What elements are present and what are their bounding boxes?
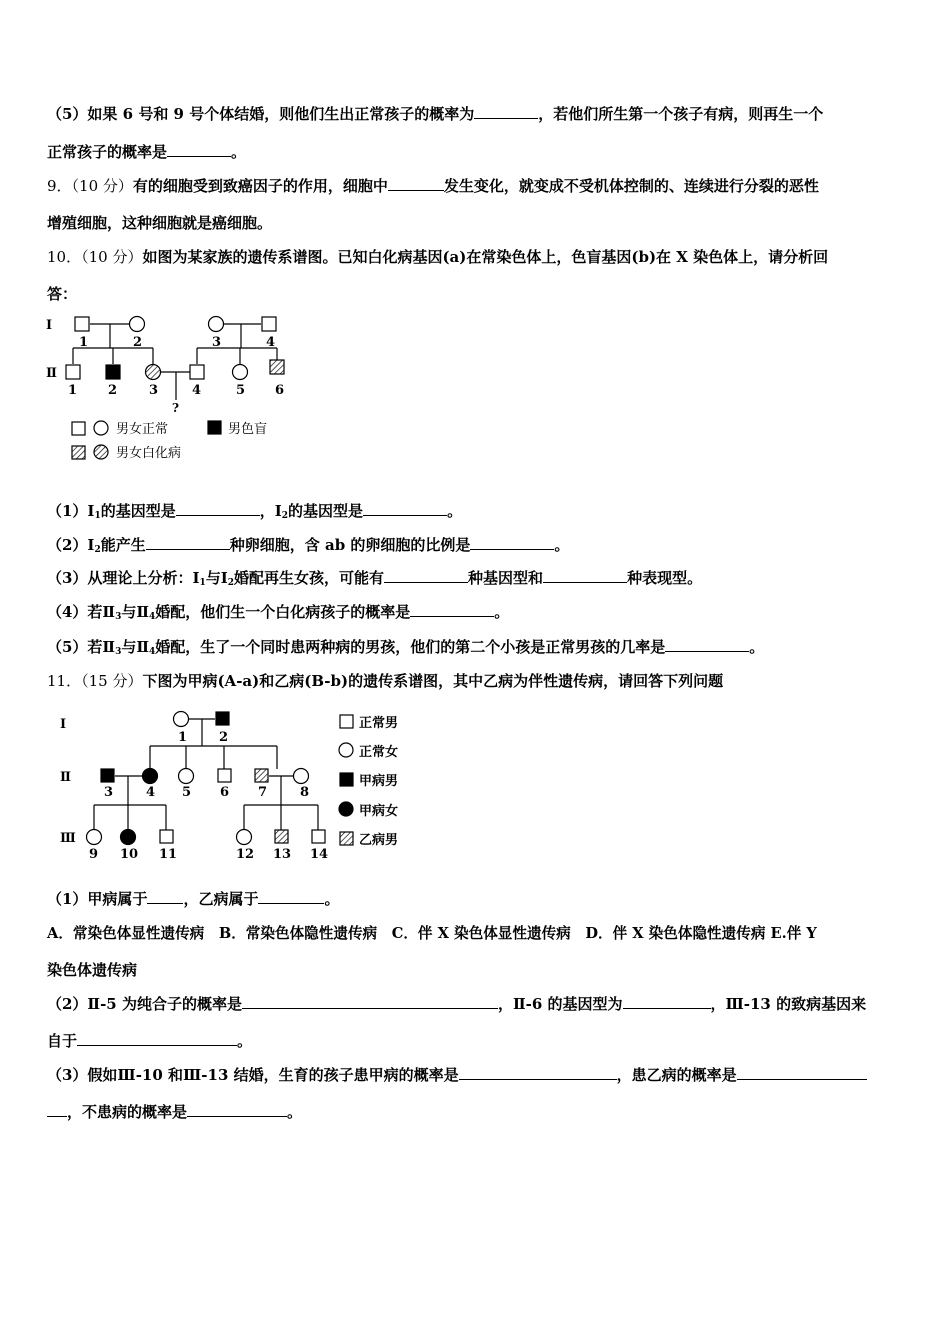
- individual-number: 6: [275, 383, 285, 398]
- individual-III10: [121, 830, 136, 845]
- generation-label: Ⅰ: [60, 717, 67, 732]
- individual-number: 12: [236, 847, 255, 862]
- individual-number: 1: [79, 335, 89, 350]
- answer-blank[interactable]: [187, 1104, 287, 1117]
- unknown-child-label: ?: [172, 401, 180, 415]
- individual-number: 3: [104, 785, 114, 800]
- q11-stem: 11．（15 分）下图为甲病(A-a)和乙病(B-b)的遗传系谱图，其中乙病为伴性遗传病，请回答下列问题: [47, 672, 724, 690]
- individual-number: 10: [120, 847, 139, 862]
- answer-blank[interactable]: [147, 891, 183, 904]
- legend-label: 正常男: [359, 716, 399, 731]
- answer-blank[interactable]: [623, 996, 711, 1009]
- individual-number: 4: [192, 383, 202, 398]
- individual-number: 5: [236, 383, 246, 398]
- answer-blank[interactable]: [543, 570, 627, 583]
- individual-III11: [160, 830, 173, 843]
- individual-II6: [218, 769, 231, 782]
- individual-number: 11: [159, 847, 178, 862]
- question-number: 11．（15 分）: [47, 672, 143, 690]
- answer-blank[interactable]: [470, 537, 554, 550]
- legend-normal-male-icon: [340, 715, 353, 728]
- q11-part3-line1: （3）假如Ⅲ-10 和Ⅲ-13 结婚，生育的孩子患甲病的概率是 ，患乙病的概率是: [47, 1064, 867, 1085]
- pedigree-chart-q10: [40, 308, 300, 468]
- individual-number: 4: [266, 335, 276, 350]
- answer-blank[interactable]: [176, 503, 260, 516]
- individual-III12: [237, 830, 252, 845]
- q10-part2: $(2)Ⅰ_2$能产生 种卵细胞，含 ab 的卵细胞的比例是 。: [47, 536, 570, 555]
- individual-III9: [87, 830, 102, 845]
- legend-albino-male-icon: [72, 446, 85, 459]
- question-number: 10．（10 分）: [47, 248, 143, 266]
- q10-part3: （3）从理论上分析：$Ⅰ_1$与$Ⅰ_2$婚配再生女孩，可能有 种基因型和 种表现型。: [47, 569, 703, 588]
- q10-part5: （5）若$Ⅱ_3$与$Ⅱ_4$婚配，生了一个同时患两种病的男孩，他们的第二个小孩是正常男孩的几率是 。: [47, 638, 765, 657]
- generation-label: Ⅲ: [60, 831, 76, 846]
- legend-disease-b-male-icon: [340, 832, 353, 845]
- individual-II8: [294, 769, 309, 784]
- question-number: 9．（10 分）: [47, 177, 133, 195]
- q10-part1: $(1)Ⅰ_1$的基因型是 ，$Ⅰ_2$的基因型是 。: [47, 502, 463, 521]
- q11-part1: （1）甲病属于 ，乙病属于 。: [47, 890, 340, 908]
- individual-number: 1: [178, 730, 188, 745]
- answer-blank[interactable]: [474, 106, 538, 119]
- answer-blank[interactable]: [384, 570, 468, 583]
- q10-stem-line1: 10．（10 分）如图为某家族的遗传系谱图。已知白化病基因(a)在常染色体上，色盲基因(b)在 X 染色体上，请分析回: [47, 248, 829, 266]
- q10-part4: （4）若$Ⅱ_3$与$Ⅱ_4$婚配，他们生一个白化病孩子的概率是 。: [47, 603, 510, 622]
- answer-blank[interactable]: [737, 1067, 867, 1080]
- q10-stem-line2: 答：: [47, 285, 78, 303]
- individual-number: 7: [258, 785, 268, 800]
- legend-disease-a-female-icon: [339, 802, 353, 816]
- individual-I2: [130, 317, 145, 332]
- individual-I4: [262, 317, 276, 331]
- answer-blank[interactable]: [363, 503, 447, 516]
- generation-label: Ⅱ: [60, 770, 71, 785]
- q11-options-line2: 染色体遗传病: [47, 961, 138, 979]
- generation-label: Ⅰ: [46, 318, 53, 333]
- generation-label: Ⅱ: [46, 366, 57, 381]
- individual-number: 3: [212, 335, 222, 350]
- q9-line2: 增殖细胞，这种细胞就是癌细胞。: [47, 214, 273, 232]
- legend-label: 男色盲: [228, 422, 268, 437]
- individual-III13: [275, 830, 288, 843]
- q11-options-line1: A．常染色体显性遗传病 B．常染色体隐性遗传病 C．伴 X 染色体显性遗传病 D．伴 X 染色体隐性遗传病 E.伴 Y: [47, 925, 817, 942]
- answer-blank[interactable]: [146, 537, 230, 550]
- answer-blank[interactable]: [459, 1067, 617, 1080]
- answer-blank[interactable]: [77, 1033, 237, 1046]
- q9-line1: 9．（10 分）有的细胞受到致癌因子的作用，细胞中 发生变化，就变成不受机体控制的、连续进行分裂的恶性: [47, 177, 819, 195]
- individual-II5: [233, 365, 248, 380]
- individual-number: 2: [133, 335, 143, 350]
- answer-blank[interactable]: [242, 996, 498, 1009]
- q11-part3-line2: ，不患病的概率是 。: [47, 1101, 302, 1122]
- individual-number: 1: [68, 383, 78, 398]
- legend-normal-female-icon: [339, 743, 353, 757]
- q11-part2-line2: 自于 。: [47, 1032, 253, 1050]
- pedigree-chart-q11: [55, 703, 415, 868]
- legend-albino-female-icon: [94, 445, 108, 459]
- individual-II4: [190, 365, 204, 379]
- individual-II3: [146, 365, 161, 380]
- individual-I3: [209, 317, 224, 332]
- q8-5-line2: 正常孩子的概率是 。: [47, 143, 247, 161]
- individual-number: 9: [89, 847, 99, 862]
- q11-part2-line1: （2）Ⅱ-5 为纯合子的概率是 ，Ⅱ-6 的基因型为 ，Ⅲ-13 的致病基因来: [47, 995, 867, 1013]
- legend-label: 甲病女: [359, 804, 399, 819]
- individual-I1: [75, 317, 89, 331]
- q8-5-line1: （5）如果 6 号和 9 号个体结婚，则他们生出正常孩子的概率为 ，若他们所生第一个孩子有病，则再生一个: [47, 105, 824, 123]
- answer-blank[interactable]: [665, 639, 749, 652]
- individual-number: 4: [146, 785, 156, 800]
- answer-blank[interactable]: [388, 178, 444, 191]
- legend-label: 乙病男: [359, 833, 399, 848]
- answer-blank[interactable]: [47, 1104, 67, 1117]
- legend-normal-female-icon: [94, 421, 108, 435]
- legend-label: 男女白化病: [116, 446, 182, 461]
- individual-II2: [106, 365, 120, 379]
- legend-label: 甲病男: [359, 774, 399, 789]
- individual-number: 2: [219, 730, 229, 745]
- individual-number: 3: [149, 383, 159, 398]
- legend-colorblind-male-icon: [208, 421, 221, 434]
- individual-number: 5: [182, 785, 192, 800]
- individual-II5: [179, 769, 194, 784]
- legend-label: 男女正常: [116, 422, 169, 437]
- legend-label: 正常女: [359, 745, 399, 760]
- individual-II4: [143, 769, 158, 784]
- individual-I1: [174, 712, 189, 727]
- individual-II3: [101, 769, 114, 782]
- answer-blank[interactable]: [410, 604, 494, 617]
- answer-blank[interactable]: [258, 891, 324, 904]
- individual-II6: [270, 360, 284, 374]
- individual-number: 2: [108, 383, 118, 398]
- individual-number: 13: [273, 847, 292, 862]
- individual-number: 14: [310, 847, 329, 862]
- individual-II1: [66, 365, 80, 379]
- individual-number: 8: [300, 785, 310, 800]
- individual-I2: [216, 712, 229, 725]
- legend-normal-male-icon: [72, 422, 85, 435]
- individual-number: 6: [220, 785, 230, 800]
- individual-III14: [312, 830, 325, 843]
- legend-disease-a-male-icon: [340, 773, 353, 786]
- individual-II7: [255, 769, 268, 782]
- answer-blank[interactable]: [167, 144, 231, 157]
